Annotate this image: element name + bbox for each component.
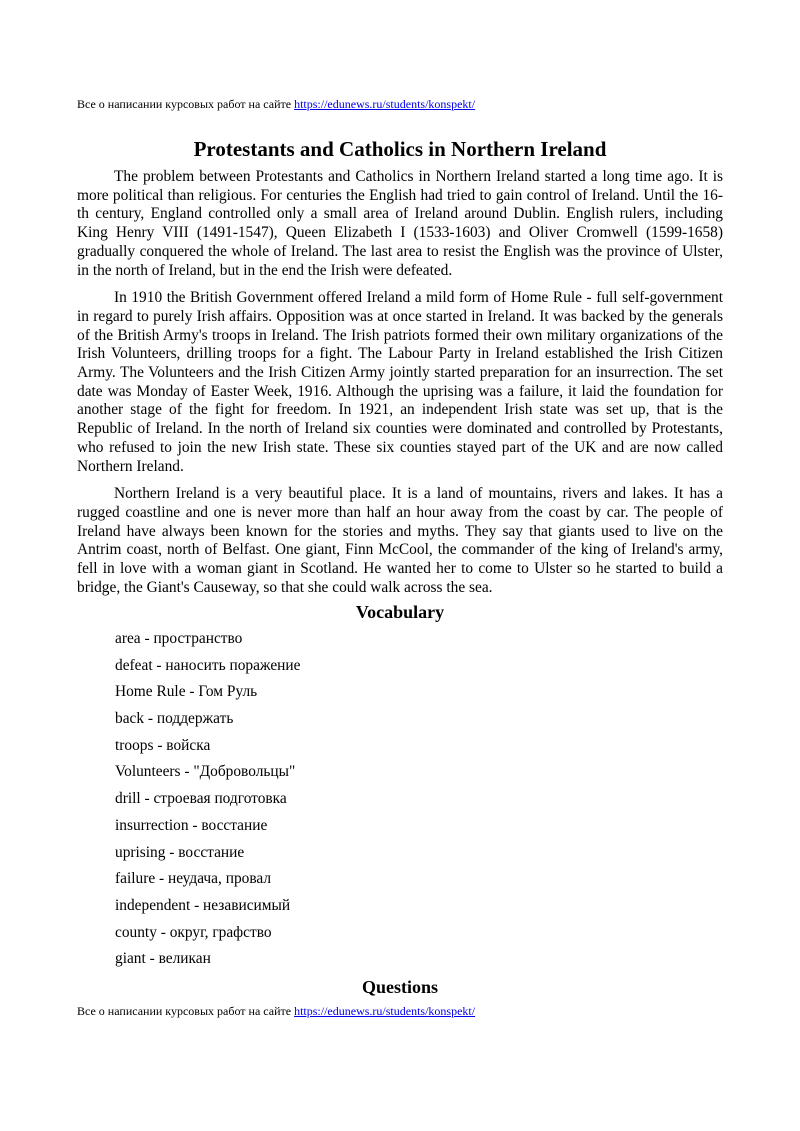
vocabulary-list <box>115 630 300 977</box>
page-header <box>77 97 475 111</box>
vocabulary-item: drill - строевая подготовка <box>115 790 287 808</box>
vocabulary-item: back - поддержать <box>115 710 234 728</box>
vocabulary-item: defeat - наносить поражение <box>115 656 301 674</box>
vocabulary-item: county - округ, графство <box>115 923 272 941</box>
vocabulary-item: troops - войска <box>115 736 211 754</box>
vocabulary-item: Home Rule - Гом Руль <box>115 683 258 701</box>
header-prefix: Все о написании курсовых работ на сайте <box>77 97 292 111</box>
vocabulary-item: uprising - восстание <box>115 843 245 861</box>
footer-prefix: Все о написании курсовых работ на сайте <box>77 1004 292 1018</box>
vocabulary-heading: Vocabulary <box>355 602 445 622</box>
questions-heading: Questions <box>361 977 439 997</box>
vocabulary-item: independent - независимый <box>115 896 291 914</box>
paragraph-2: In 1910 the British Government offered Ireland a mild form of Home Rule - full self-government in regard to purely Irish affairs. Opposition was at once started in Ireland. It was backed by the generals of the British Army's troops in Ireland. The Irish patriots formed their own military organizations of the Irish Volunteers, drilling troops for a fight. The Labour Party in Ireland established the Irish Citizen Army. The Volunteers and the Irish Citizen Army jointly started preparation for an insurrection. The set date was Monday of Easter Week, 1916. Although the uprising was a failure, it laid the foundation for another stage of the fight for freedom. In 1921, an independent Irish state was set up, that is the Republic of Ireland. In the north of Ireland six counties were dominated and controlled by Protestants, who refused to join the new Irish state. These six counties stayed part of the UK and are now called Northern Ireland. <box>77 289 723 475</box>
paragraph-3: Northern Ireland is a very beautiful place. It is a land of mountains, rivers and lakes. It has a rugged coastline and one is never more than half an hour away from the coast by car. The people of Ireland have always been known for the stories and myths. They say that giants used to live on the Antrim coast, north of Belfast. One giant, Finn McCool, the commander of the king of Ireland's army, fell in love with a woman giant in Scotland. He wanted her to come to Ulster so he started to build a bridge, the Giant's Causeway, so that she could walk across the sea. <box>77 485 723 596</box>
vocabulary-item: Volunteers - "Добровольцы" <box>115 763 296 781</box>
page-footer <box>77 1004 475 1018</box>
footer-site-link[interactable]: https://edunews.ru/students/konspekt/ <box>294 1004 476 1018</box>
document-title: Protestants and Catholics in Northern Ireland <box>193 137 607 161</box>
document-body <box>77 168 723 606</box>
header-site-link[interactable]: https://edunews.ru/students/konspekt/ <box>294 97 476 111</box>
vocabulary-item: giant - великан <box>115 950 211 968</box>
vocabulary-item: failure - неудача, провал <box>115 870 272 888</box>
vocabulary-item: area - пространство <box>115 630 243 647</box>
vocabulary-item: insurrection - восстание <box>115 816 268 834</box>
paragraph-1: The problem between Protestants and Catholics in Northern Ireland started a long time ago. It is more political than religious. For centuries the English had tried to gain control of Ireland. Until the 16-th century, England controlled only a small area of Ireland around Dublin. English rulers, including King Henry VIII (1491-1547), Queen Elizabeth I (1533-1603) and Oliver Cromwell (1599-1658) gradually conquered the whole of Ireland. The last area to resist the English was the province of Ulster, in the north of Ireland, but in the end the Irish were defeated. <box>77 168 723 279</box>
